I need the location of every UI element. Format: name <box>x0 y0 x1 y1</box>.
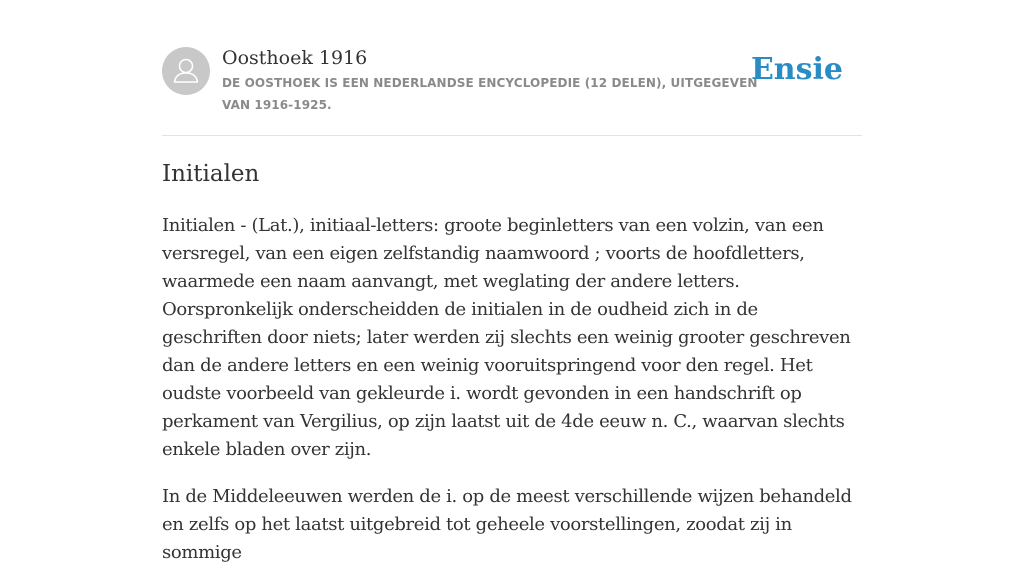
article-paragraph: Initialen - (Lat.), initiaal-letters: groote beginletters van een volzin, van een versregel, van een eigen zelfstandig naamwoord ; voorts de hoofdletters, waarmede een naam aanvangt, met weglating der andere letters. Oorspronkelijk onderscheidden de initialen in de oudheid zich in de geschriften door niets; later werden zij slechts een weinig grooter geschreven dan de andere letters en een weinig vooruitspringend voor den regel. Het oudste voorbeeld van gekleurde i. wordt gevonden in een handschrift op perkament van Vergilius, op zijn laatst uit de 4de eeuw n. C., waarvan slechts enkele bladen over zijn. <box>162 215 851 460</box>
source-avatar[interactable] <box>162 47 210 95</box>
article-body <box>162 212 862 586</box>
article-title: Initialen <box>162 161 260 187</box>
source-title[interactable]: Oosthoek 1916 <box>222 47 368 69</box>
user-icon <box>162 47 210 95</box>
source-header <box>162 46 862 118</box>
source-description: DE OOSTHOEK IS EEN NEDERLANDSE ENCYCLOPEDIE (12 DELEN), UITGEGEVEN VAN 1916-1925. <box>222 76 758 112</box>
header-divider <box>162 135 862 136</box>
article-paragraph: In de Middeleeuwen werden de i. op de meest verschillende wijzen behandeld en zelfs op het laatst uitgebreid tot geheele voorstellingen, zoodat zij in sommige <box>162 486 852 563</box>
ensie-logo[interactable]: Ensie <box>750 52 843 87</box>
